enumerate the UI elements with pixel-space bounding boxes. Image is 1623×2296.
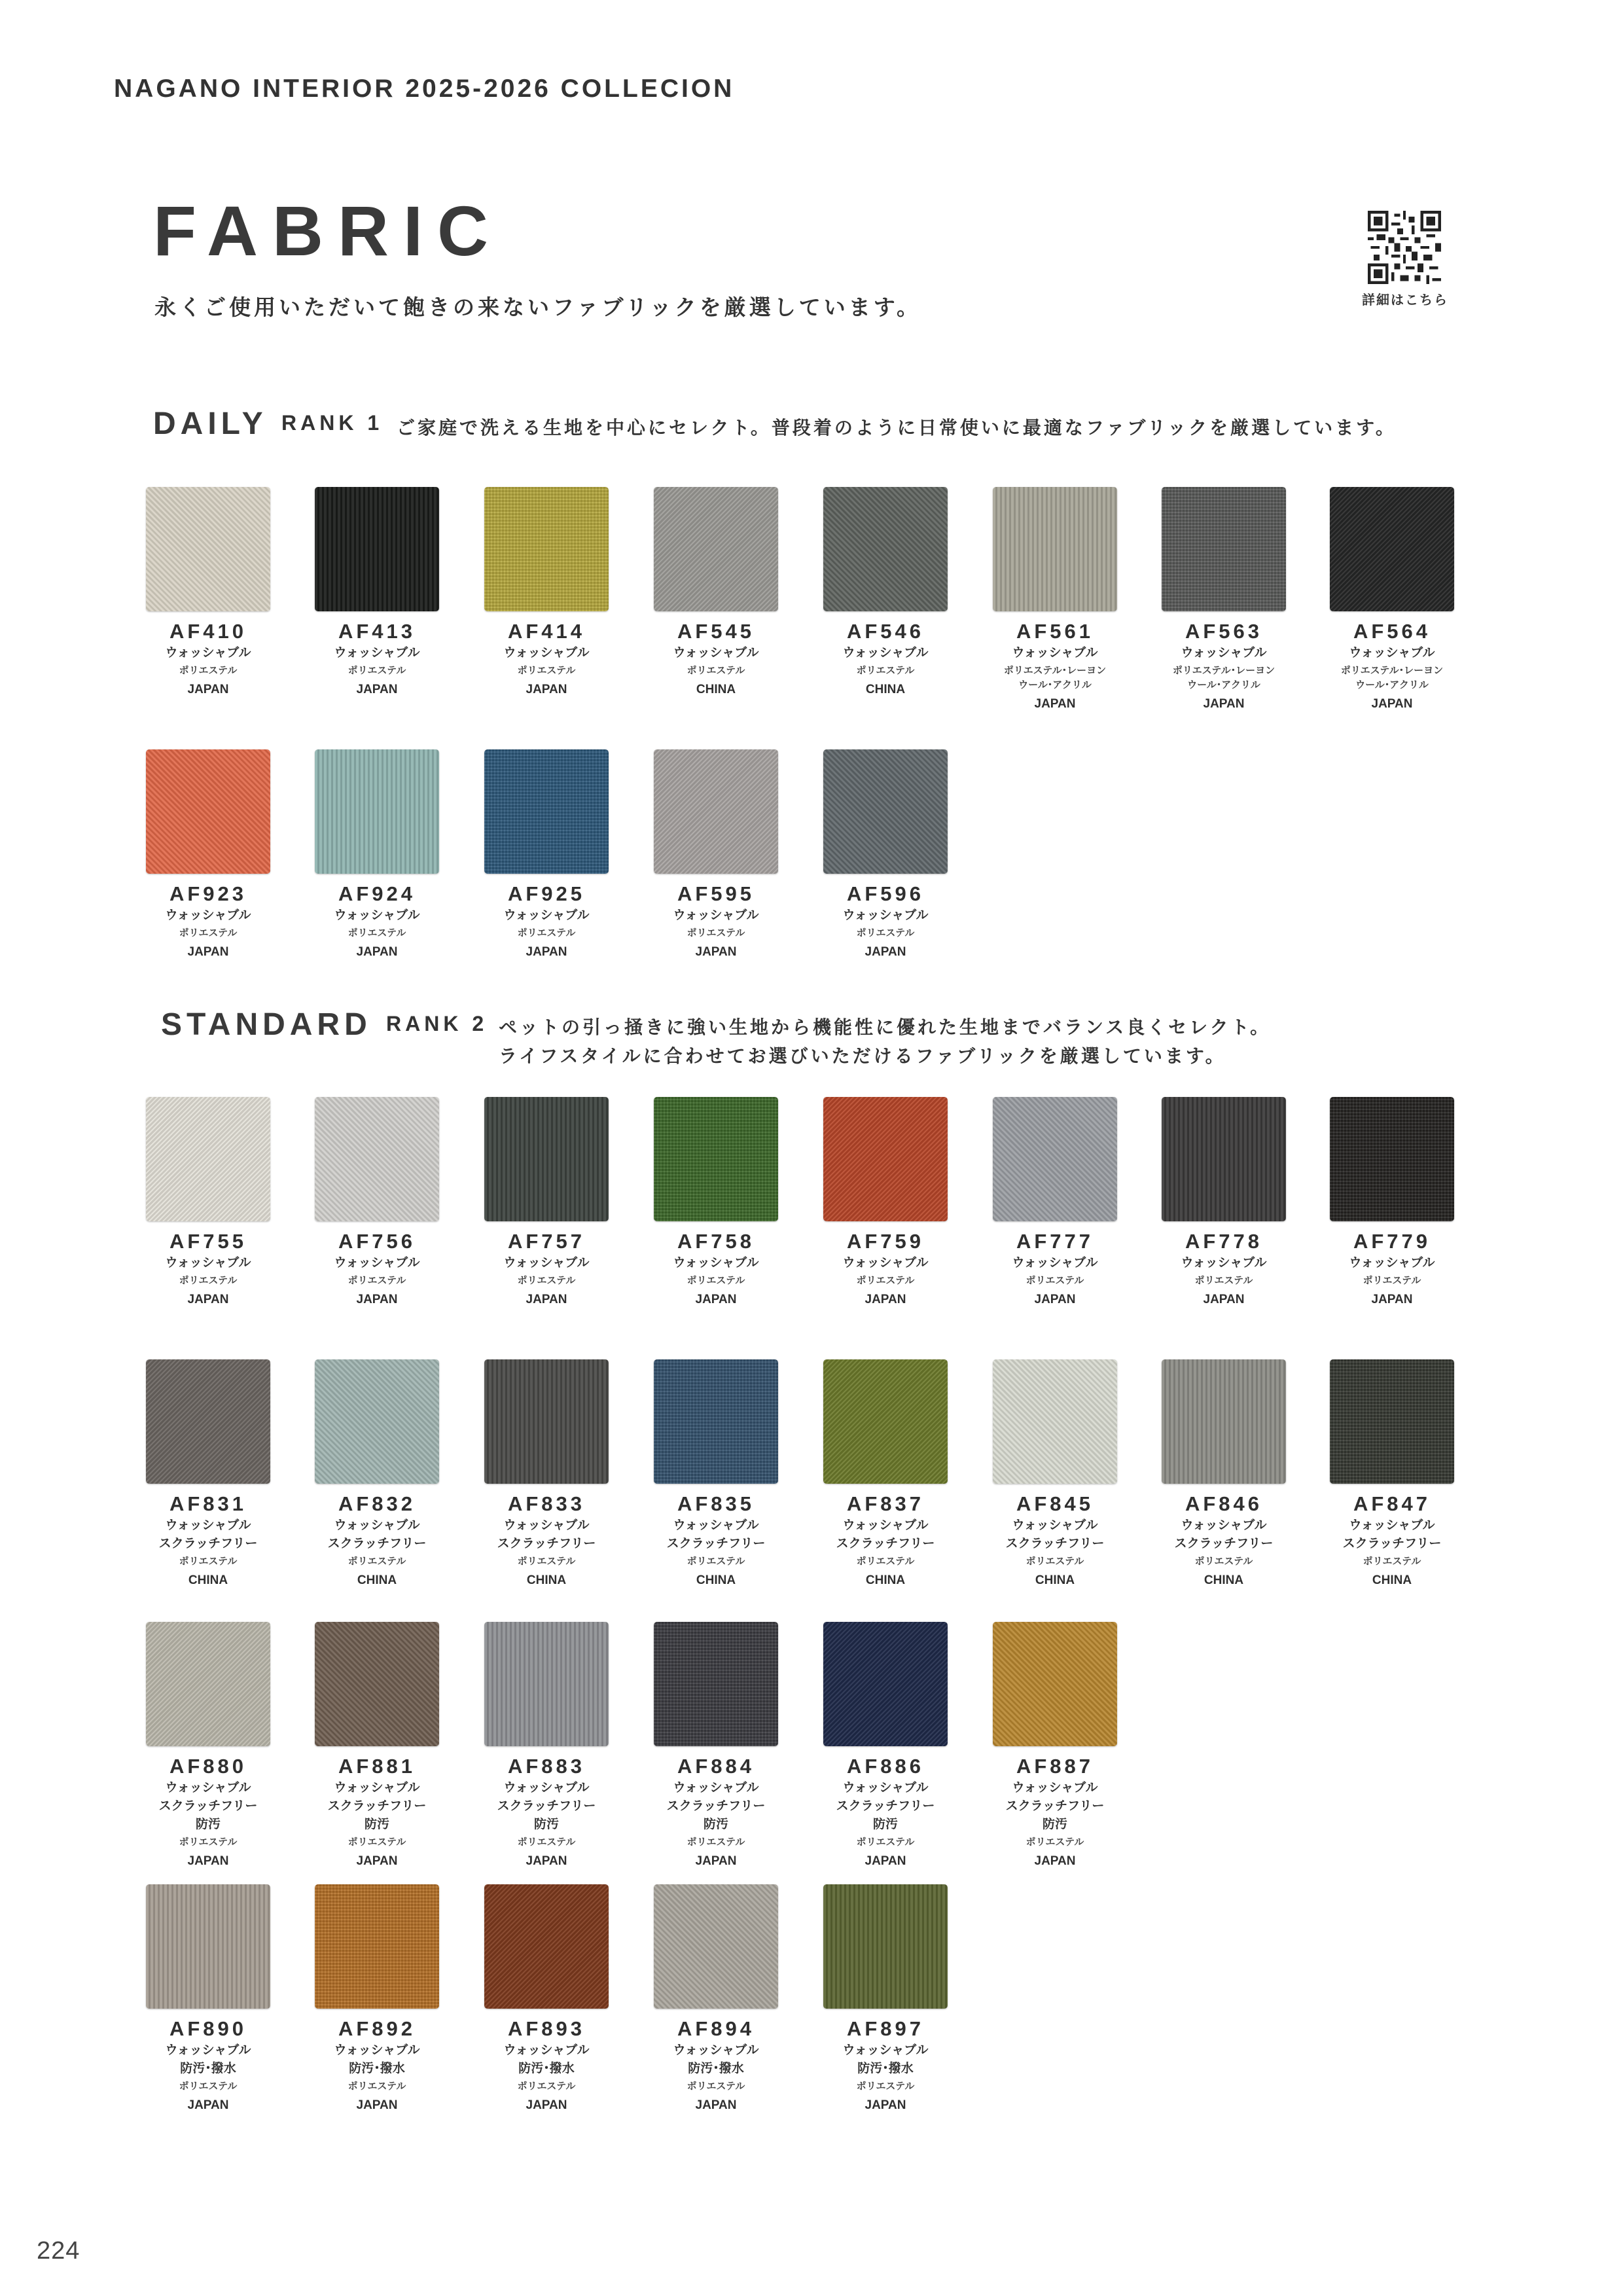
fabric-code: AF561	[1016, 620, 1094, 643]
fabric-swatch-af778[interactable]	[1155, 1097, 1293, 1308]
fabric-swatch-af546[interactable]	[817, 487, 954, 698]
fabric-feature: ウォッシャブル	[1012, 1781, 1098, 1795]
fabric-material: ポリエステル･レーヨン	[1340, 665, 1444, 676]
fabric-origin: JAPAN	[865, 945, 906, 959]
fabric-swatch-af413[interactable]	[308, 487, 446, 698]
fabric-material: ポリエステル	[517, 2081, 576, 2092]
fabric-origin: JAPAN	[865, 1854, 906, 1868]
fabric-origin: JAPAN	[356, 683, 398, 696]
fabric-feature: ウォッシャブル	[165, 2043, 251, 2057]
fabric-material: ポリエステル	[179, 665, 238, 676]
fabric-code: AF924	[338, 882, 416, 905]
fabric-feature: ウォッシャブル	[842, 2043, 929, 2057]
fabric-code: AF847	[1353, 1492, 1431, 1515]
fabric-feature: ウォッシャブル	[503, 646, 590, 660]
fabric-feature: ウォッシャブル	[842, 646, 929, 660]
fabric-swatch-af881[interactable]	[308, 1622, 446, 1869]
section-description-daily: ご家庭で洗える生地を中心にセレクト。普段着のように日常使いに最適なファブリックを厳選しています。	[397, 418, 1397, 438]
fabric-swatch-af410[interactable]	[139, 487, 277, 698]
fabric-sample-image[interactable]	[823, 487, 948, 611]
fabric-swatch-af561[interactable]	[986, 487, 1124, 712]
fabric-sample-image[interactable]	[484, 749, 609, 874]
fabric-code: AF845	[1016, 1492, 1094, 1515]
fabric-origin: JAPAN	[356, 1854, 398, 1868]
fabric-swatch-af883[interactable]	[478, 1622, 615, 1869]
fabric-swatch-af596[interactable]	[817, 749, 954, 960]
fabric-sample-image[interactable]	[146, 749, 270, 874]
fabric-material: ポリエステル	[517, 1275, 576, 1286]
fabric-sample-image[interactable]	[1162, 487, 1286, 611]
fabric-sample-image[interactable]	[484, 487, 609, 611]
fabric-origin: JAPAN	[1371, 1293, 1413, 1306]
fabric-swatch-af923[interactable]	[139, 749, 277, 960]
fabric-code: AF923	[169, 882, 247, 905]
fabric-feature: ウォッシャブル	[842, 908, 929, 922]
fabric-swatch-af564[interactable]	[1323, 487, 1461, 712]
fabric-sample-image[interactable]	[1162, 1359, 1286, 1484]
fabric-sample-image[interactable]	[1330, 1097, 1454, 1221]
fabric-material: ポリエステル	[179, 1837, 238, 1848]
fabric-origin: JAPAN	[695, 2098, 737, 2112]
fabric-material: ポリエステル	[687, 665, 745, 676]
fabric-origin: JAPAN	[865, 2098, 906, 2112]
fabric-feature: 防汚	[1042, 1818, 1067, 1831]
fabric-material: ポリエステル	[517, 665, 576, 676]
fabric-material: ウール･アクリル	[1187, 679, 1260, 691]
fabric-sample-image[interactable]	[654, 1359, 778, 1484]
fabric-sample-image[interactable]	[654, 1097, 778, 1221]
fabric-feature: 防汚	[533, 1818, 559, 1831]
section-description-standard-line2: ライフスタイルに合わせてお選びいただけるファブリックを厳選しています。	[499, 1046, 1226, 1066]
fabric-code: AF880	[169, 1755, 247, 1778]
page-number: 224	[37, 2237, 80, 2265]
fabric-feature: ウォッシャブル	[1012, 1256, 1098, 1270]
fabric-sample-image[interactable]	[823, 1884, 948, 2009]
fabric-code: AF564	[1353, 620, 1431, 643]
fabric-feature: ウォッシャブル	[334, 908, 420, 922]
fabric-feature: ウォッシャブル	[503, 2043, 590, 2057]
fabric-code: AF414	[507, 620, 586, 643]
fabric-material: ポリエステル	[687, 1556, 745, 1567]
fabric-sample-image[interactable]	[484, 1884, 609, 2009]
fabric-material: ポリエステル	[1194, 1556, 1253, 1567]
fabric-origin: JAPAN	[187, 1293, 229, 1306]
fabric-origin: JAPAN	[1034, 697, 1076, 711]
page-title: FABRIC	[153, 191, 503, 270]
fabric-material: ポリエステル	[1026, 1556, 1084, 1567]
fabric-material: ポリエステル	[856, 1275, 915, 1286]
fabric-material: ポリエステル	[179, 927, 238, 939]
fabric-feature: 防汚	[703, 1818, 728, 1831]
fabric-feature: スクラッチフリー	[158, 1799, 258, 1813]
fabric-feature: 防汚	[195, 1818, 221, 1831]
fabric-feature: スクラッチフリー	[1005, 1799, 1105, 1813]
fabric-sample-image[interactable]	[823, 749, 948, 874]
fabric-feature: 防汚･撥水	[857, 2062, 914, 2075]
fabric-origin: JAPAN	[695, 1854, 737, 1868]
fabric-material: ポリエステル	[1026, 1275, 1084, 1286]
fabric-origin: CHINA	[1204, 1573, 1244, 1587]
fabric-swatch-af779[interactable]	[1323, 1097, 1461, 1308]
fabric-feature: スクラッチフリー	[666, 1799, 766, 1813]
fabric-sample-image[interactable]	[993, 1097, 1117, 1221]
fabric-swatch-af595[interactable]	[647, 749, 785, 960]
fabric-feature: ウォッシャブル	[1181, 1256, 1267, 1270]
fabric-origin: JAPAN	[865, 1293, 906, 1306]
fabric-origin: JAPAN	[526, 945, 567, 959]
fabric-swatch-af847[interactable]	[1323, 1359, 1461, 1588]
fabric-feature: ウォッシャブル	[503, 1518, 590, 1532]
fabric-material: ポリエステル	[348, 1837, 406, 1848]
fabric-origin: JAPAN	[526, 683, 567, 696]
fabric-code: AF837	[846, 1492, 925, 1515]
fabric-origin: JAPAN	[187, 945, 229, 959]
section-title-standard: STANDARD	[161, 1007, 372, 1042]
section-title-daily: DAILY	[153, 406, 268, 441]
fabric-code: AF881	[338, 1755, 416, 1778]
fabric-feature: ウォッシャブル	[1012, 646, 1098, 660]
fabric-feature: ウォッシャブル	[503, 908, 590, 922]
fabric-material: ポリエステル	[856, 1837, 915, 1848]
fabric-code: AF546	[846, 620, 925, 643]
fabric-feature: スクラッチフリー	[497, 1799, 596, 1813]
fabric-feature: ウォッシャブル	[165, 1518, 251, 1532]
fabric-swatch-af832[interactable]	[308, 1359, 446, 1588]
fabric-origin: JAPAN	[356, 2098, 398, 2112]
fabric-material: ポリエステル	[348, 927, 406, 939]
fabric-material: ポリエステル･レーヨン	[1003, 665, 1107, 676]
fabric-swatch-af414[interactable]	[478, 487, 615, 698]
fabric-code: AF832	[338, 1492, 416, 1515]
qr-label: 詳細はこちら	[1362, 293, 1448, 308]
fabric-material: ポリエステル	[687, 1837, 745, 1848]
fabric-origin: JAPAN	[695, 945, 737, 959]
fabric-material: ポリエステル	[856, 1556, 915, 1567]
fabric-swatch-af835[interactable]	[647, 1359, 785, 1588]
fabric-material: ポリエステル	[1026, 1837, 1084, 1848]
fabric-swatch-af777[interactable]	[986, 1097, 1124, 1308]
fabric-swatch-af563[interactable]	[1155, 487, 1293, 712]
page-subtitle: 永くご使用いただいて飽きの来ないファブリックを厳選しています。	[154, 295, 922, 319]
fabric-sample-image[interactable]	[654, 1884, 778, 2009]
fabric-material: ポリエステル	[1363, 1556, 1421, 1567]
fabric-origin: JAPAN	[1371, 697, 1413, 711]
qr-code-icon[interactable]	[1368, 211, 1441, 284]
fabric-feature: ウォッシャブル	[165, 1781, 251, 1795]
fabric-feature: ウォッシャブル	[673, 908, 759, 922]
fabric-feature: 防汚･撥水	[180, 2062, 236, 2075]
fabric-feature: 防汚	[872, 1818, 898, 1831]
fabric-code: AF758	[677, 1230, 755, 1253]
fabric-material: ポリエステル･レーヨン	[1172, 665, 1275, 676]
fabric-sample-image[interactable]	[146, 1097, 270, 1221]
fabric-swatch-af833[interactable]	[478, 1359, 615, 1588]
fabric-feature: ウォッシャブル	[1012, 1518, 1098, 1532]
fabric-code: AF777	[1016, 1230, 1094, 1253]
fabric-material: ポリエステル	[179, 1275, 238, 1286]
fabric-material: ポリエステル	[517, 1837, 576, 1848]
fabric-feature: スクラッチフリー	[1342, 1537, 1442, 1551]
fabric-code: AF890	[169, 2017, 247, 2040]
fabric-material: ポリエステル	[348, 1556, 406, 1567]
fabric-code: AF897	[846, 2017, 925, 2040]
fabric-origin: CHINA	[865, 683, 906, 696]
fabric-feature: ウォッシャブル	[1349, 646, 1435, 660]
fabric-sample-image[interactable]	[1330, 487, 1454, 611]
fabric-swatch-af924[interactable]	[308, 749, 446, 960]
fabric-feature: ウォッシャブル	[165, 1256, 251, 1270]
fabric-sample-image[interactable]	[993, 1359, 1117, 1484]
fabric-material: ポリエステル	[179, 1556, 238, 1567]
fabric-origin: CHINA	[865, 1573, 906, 1587]
fabric-origin: JAPAN	[526, 1293, 567, 1306]
fabric-origin: CHINA	[1035, 1573, 1075, 1587]
fabric-feature: ウォッシャブル	[334, 2043, 420, 2057]
fabric-swatch-af886[interactable]	[817, 1622, 954, 1869]
fabric-code: AF886	[846, 1755, 925, 1778]
fabric-feature: 防汚	[364, 1818, 389, 1831]
fabric-feature: ウォッシャブル	[1349, 1256, 1435, 1270]
fabric-feature: ウォッシャブル	[1181, 646, 1267, 660]
fabric-swatch-af890[interactable]	[139, 1884, 277, 2113]
fabric-origin: CHINA	[696, 683, 736, 696]
fabric-feature: スクラッチフリー	[1174, 1537, 1274, 1551]
fabric-material: ポリエステル	[687, 2081, 745, 2092]
fabric-code: AF757	[507, 1230, 586, 1253]
fabric-swatch-af831[interactable]	[139, 1359, 277, 1588]
fabric-origin: JAPAN	[1203, 1293, 1245, 1306]
fabric-material: ポリエステル	[1194, 1275, 1253, 1286]
fabric-feature: ウォッシャブル	[503, 1256, 590, 1270]
fabric-origin: JAPAN	[526, 2098, 567, 2112]
fabric-feature: 防汚･撥水	[349, 2062, 405, 2075]
fabric-origin: JAPAN	[356, 945, 398, 959]
fabric-material: ポリエステル	[179, 2081, 238, 2092]
fabric-swatch-af897[interactable]	[817, 1884, 954, 2113]
fabric-code: AF759	[846, 1230, 925, 1253]
fabric-feature: ウォッシャブル	[842, 1781, 929, 1795]
fabric-material: ポリエステル	[517, 1556, 576, 1567]
fabric-sample-image[interactable]	[146, 1359, 270, 1484]
fabric-sample-image[interactable]	[1330, 1359, 1454, 1484]
fabric-swatch-af756[interactable]	[308, 1097, 446, 1308]
fabric-material: ポリエステル	[348, 665, 406, 676]
fabric-feature: ウォッシャブル	[334, 646, 420, 660]
fabric-sample-image[interactable]	[315, 1622, 439, 1746]
fabric-feature: ウォッシャブル	[503, 1781, 590, 1795]
fabric-sample-image[interactable]	[315, 1097, 439, 1221]
fabric-sample-image[interactable]	[315, 749, 439, 874]
fabric-origin: JAPAN	[1034, 1293, 1076, 1306]
fabric-origin: JAPAN	[1034, 1854, 1076, 1868]
fabric-sample-image[interactable]	[146, 487, 270, 611]
fabric-code: AF595	[677, 882, 755, 905]
rank-label-daily: RANK 1	[281, 411, 383, 435]
fabric-origin: JAPAN	[695, 1293, 737, 1306]
fabric-sample-image[interactable]	[146, 1622, 270, 1746]
fabric-feature: ウォッシャブル	[334, 1518, 420, 1532]
brand-header: NAGANO INTERIOR 2025-2026 COLLECION	[114, 75, 735, 103]
fabric-feature: ウォッシャブル	[842, 1518, 929, 1532]
fabric-origin: JAPAN	[187, 2098, 229, 2112]
fabric-sample-image[interactable]	[484, 1097, 609, 1221]
fabric-swatch-af894[interactable]	[647, 1884, 785, 2113]
fabric-feature: ウォッシャブル	[673, 1256, 759, 1270]
fabric-swatch-af837[interactable]	[817, 1359, 954, 1588]
fabric-feature: 防汚･撥水	[518, 2062, 575, 2075]
fabric-code: AF892	[338, 2017, 416, 2040]
fabric-swatch-af846[interactable]	[1155, 1359, 1293, 1588]
fabric-code: AF778	[1185, 1230, 1263, 1253]
rank-label-standard: RANK 2	[386, 1012, 488, 1035]
fabric-material: ポリエステル	[856, 665, 915, 676]
fabric-origin: CHINA	[188, 1573, 228, 1587]
fabric-feature: ウォッシャブル	[334, 1781, 420, 1795]
fabric-origin: CHINA	[1372, 1573, 1412, 1587]
fabric-swatch-af884[interactable]	[647, 1622, 785, 1869]
fabric-code: AF779	[1353, 1230, 1431, 1253]
fabric-origin: JAPAN	[1203, 697, 1245, 711]
fabric-origin: CHINA	[526, 1573, 567, 1587]
fabric-swatch-af893[interactable]	[478, 1884, 615, 2113]
fabric-code: AF831	[169, 1492, 247, 1515]
fabric-sample-image[interactable]	[993, 1622, 1117, 1746]
fabric-swatch-af545[interactable]	[647, 487, 785, 698]
fabric-feature: ウォッシャブル	[673, 646, 759, 660]
fabric-material: ウール･アクリル	[1355, 679, 1429, 691]
fabric-feature: ウォッシャブル	[673, 1781, 759, 1795]
fabric-origin: JAPAN	[356, 1293, 398, 1306]
fabric-sample-image[interactable]	[993, 487, 1117, 611]
fabric-feature: ウォッシャブル	[1181, 1518, 1267, 1532]
fabric-code: AF413	[338, 620, 416, 643]
fabric-sample-image[interactable]	[654, 487, 778, 611]
fabric-code: AF846	[1185, 1492, 1263, 1515]
fabric-material: ポリエステル	[687, 1275, 745, 1286]
fabric-feature: スクラッチフリー	[836, 1799, 935, 1813]
fabric-code: AF887	[1016, 1755, 1094, 1778]
fabric-feature: スクラッチフリー	[327, 1537, 427, 1551]
fabric-sample-image[interactable]	[1162, 1097, 1286, 1221]
fabric-swatch-af880[interactable]	[139, 1622, 277, 1869]
fabric-code: AF883	[507, 1755, 586, 1778]
fabric-code: AF884	[677, 1755, 755, 1778]
fabric-code: AF925	[507, 882, 586, 905]
fabric-sample-image[interactable]	[315, 487, 439, 611]
fabric-feature: ウォッシャブル	[165, 646, 251, 660]
fabric-sample-image[interactable]	[146, 1884, 270, 2009]
fabric-feature: ウォッシャブル	[673, 2043, 759, 2057]
fabric-origin: JAPAN	[526, 1854, 567, 1868]
fabric-swatch-af845[interactable]	[986, 1359, 1124, 1588]
fabric-material: ポリエステル	[517, 927, 576, 939]
fabric-origin: CHINA	[696, 1573, 736, 1587]
fabric-code: AF545	[677, 620, 755, 643]
fabric-swatch-af892[interactable]	[308, 1884, 446, 2113]
fabric-material: ポリエステル	[1363, 1275, 1421, 1286]
fabric-feature: スクラッチフリー	[666, 1537, 766, 1551]
fabric-feature: スクラッチフリー	[327, 1799, 427, 1813]
fabric-feature: ウォッシャブル	[673, 1518, 759, 1532]
fabric-feature: スクラッチフリー	[1005, 1537, 1105, 1551]
fabric-sample-image[interactable]	[484, 1359, 609, 1484]
fabric-material: ポリエステル	[348, 1275, 406, 1286]
fabric-code: AF596	[846, 882, 925, 905]
fabric-code: AF894	[677, 2017, 755, 2040]
fabric-code: AF835	[677, 1492, 755, 1515]
fabric-origin: JAPAN	[187, 1854, 229, 1868]
fabric-origin: CHINA	[357, 1573, 397, 1587]
fabric-sample-image[interactable]	[484, 1622, 609, 1746]
fabric-feature: ウォッシャブル	[1349, 1518, 1435, 1532]
fabric-feature: ウォッシャブル	[842, 1256, 929, 1270]
fabric-material: ポリエステル	[856, 2081, 915, 2092]
fabric-sample-image[interactable]	[823, 1359, 948, 1484]
fabric-sample-image[interactable]	[315, 1884, 439, 2009]
fabric-swatch-af887[interactable]	[986, 1622, 1124, 1869]
fabric-material: ポリエステル	[348, 2081, 406, 2092]
fabric-code: AF563	[1185, 620, 1263, 643]
fabric-code: AF410	[169, 620, 247, 643]
fabric-sample-image[interactable]	[654, 749, 778, 874]
fabric-feature: ウォッシャブル	[165, 908, 251, 922]
fabric-swatch-af759[interactable]	[817, 1097, 954, 1308]
section-description-standard-line1: ペットの引っ掻きに強い生地から機能性に優れた生地までバランス良くセレクト。	[499, 1017, 1272, 1037]
fabric-material: ポリエステル	[856, 927, 915, 939]
fabric-sample-image[interactable]	[823, 1097, 948, 1221]
fabric-code: AF893	[507, 2017, 586, 2040]
fabric-swatch-af757[interactable]	[478, 1097, 615, 1308]
fabric-swatch-af755[interactable]	[139, 1097, 277, 1308]
fabric-code: AF756	[338, 1230, 416, 1253]
fabric-feature: スクラッチフリー	[497, 1537, 596, 1551]
fabric-swatch-af925[interactable]	[478, 749, 615, 960]
fabric-origin: JAPAN	[187, 683, 229, 696]
fabric-feature: 防汚･撥水	[688, 2062, 744, 2075]
fabric-material: ポリエステル	[687, 927, 745, 939]
fabric-code: AF833	[507, 1492, 586, 1515]
fabric-feature: スクラッチフリー	[836, 1537, 935, 1551]
fabric-swatch-af758[interactable]	[647, 1097, 785, 1308]
fabric-sample-image[interactable]	[315, 1359, 439, 1484]
fabric-sample-image[interactable]	[654, 1622, 778, 1746]
fabric-sample-image[interactable]	[823, 1622, 948, 1746]
fabric-feature: ウォッシャブル	[334, 1256, 420, 1270]
fabric-feature: スクラッチフリー	[158, 1537, 258, 1551]
fabric-code: AF755	[169, 1230, 247, 1253]
fabric-material: ウール･アクリル	[1018, 679, 1092, 691]
